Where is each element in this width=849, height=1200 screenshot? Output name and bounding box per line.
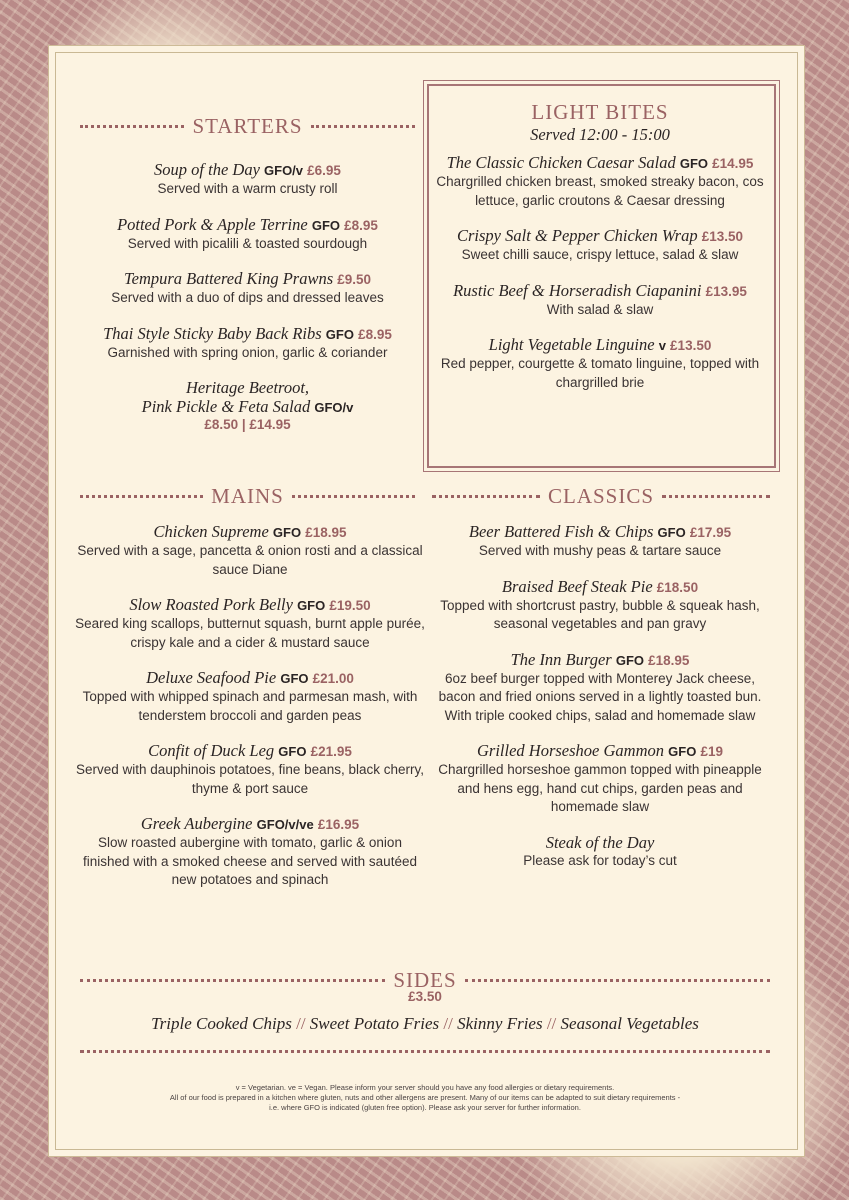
classics-title: CLASSICS — [547, 484, 655, 508]
item-title-line — [430, 281, 770, 301]
item-price: £18.95 — [648, 652, 690, 668]
item-title-line — [430, 577, 770, 597]
footer-line: All of our food is prepared in a kitchen where gluten, nuts and other allergens are present. Many of our items can be adapted to suit dietary requirements - — [169, 1093, 681, 1102]
separator: // — [546, 1014, 557, 1033]
item-title-line — [430, 335, 770, 355]
side-item: Skinny Fries — [457, 1014, 543, 1033]
classic-item — [430, 741, 770, 817]
item-title: Potted Pork & Apple Terrine — [117, 214, 308, 234]
item-description: Served with picalili & toasted sourdough — [127, 235, 368, 251]
item-description: Served with mushy peas & tartare sauce — [478, 543, 722, 558]
item-price: £13.50 — [670, 338, 712, 353]
dotted-rule — [80, 979, 385, 982]
mains-title: MAINS — [211, 484, 284, 508]
light-bites-section — [430, 100, 770, 408]
item-title-line — [75, 324, 420, 344]
dotted-rule — [432, 495, 540, 498]
item-title-line — [430, 650, 770, 670]
item-description: Slow roasted aubergine with tomato, garlic & onion finished with a smoked cheese and served with sautéed new potatoes and spinach — [83, 835, 417, 887]
item-price: £19.50 — [329, 598, 371, 613]
item-price: £13.95 — [705, 283, 747, 299]
dotted-rule-bottom — [80, 1050, 770, 1053]
classic-item — [430, 522, 770, 561]
sides-list — [75, 1014, 775, 1034]
light-bite-item — [430, 335, 770, 392]
side-item: Seasonal Vegetables — [560, 1014, 699, 1033]
light-bites-title: LIGHT BITES — [531, 100, 669, 124]
item-title-line — [430, 226, 770, 246]
item-title-line — [430, 833, 770, 852]
sides-section — [75, 989, 775, 1034]
item-description: Served with a warm crusty roll — [157, 181, 338, 196]
light-bite-item — [430, 226, 770, 265]
mains-heading — [80, 484, 415, 509]
item-tag: GFO — [668, 744, 697, 759]
item-description: Served with dauphinois potatoes, fine beans, black cherry, thyme & port sauce — [76, 762, 424, 796]
item-title-line — [75, 269, 420, 289]
item-title-line — [75, 668, 425, 688]
dotted-rule — [80, 495, 203, 498]
item-title: Rustic Beef & Horseradish Ciapanini — [453, 280, 702, 300]
item-description: Topped with shortcrust pastry, bubble & squeak hash, seasonal vegetables and pan gravy — [440, 597, 760, 631]
light-bite-item — [430, 153, 770, 210]
item-title: Deluxe Seafood Pie — [146, 668, 277, 687]
item-title-line — [75, 814, 425, 834]
item-title: Slow Roasted Pork Belly — [129, 595, 293, 614]
item-title-line — [75, 595, 425, 615]
dotted-rule — [292, 495, 415, 498]
item-title: Soup of the Day — [154, 160, 260, 179]
light-bite-item — [430, 281, 770, 320]
item-title-line — [430, 522, 770, 542]
footer-line: v = Vegetarian. ve = Vegan. Please inform your server should you have any food allergies or dietary requirements. — [235, 1083, 615, 1092]
item-title: Light Vegetable Linguine — [488, 335, 655, 354]
item-price: £14.95 — [712, 156, 754, 171]
item-price: £16.95 — [317, 817, 360, 832]
starter-item-beetroot — [75, 378, 420, 432]
item-title: Greek Aubergine — [140, 814, 253, 833]
side-item: Triple Cooked Chips — [151, 1014, 292, 1033]
main-item — [75, 668, 425, 725]
main-item — [75, 522, 425, 579]
item-description: Sweet chilli sauce, crispy lettuce, salad & slaw — [461, 247, 739, 262]
separator: // — [296, 1014, 306, 1033]
item-tag: GFO — [272, 525, 302, 540]
classics-heading — [432, 484, 770, 509]
item-price: £9.50 — [337, 272, 372, 287]
item-description: Red pepper, courgette & tomato linguine, topped with chargrilled brie — [440, 356, 760, 390]
classics-list — [430, 522, 770, 886]
item-price: £6.95 — [307, 163, 341, 178]
item-price: £21.95 — [310, 744, 352, 759]
item-title: Thai Style Sticky Baby Back Ribs — [103, 323, 322, 343]
item-price: £8.95 — [344, 217, 378, 233]
item-description: Topped with whipped spinach and parmesan mash, with tenderstem broccoli and garden peas — [82, 689, 418, 723]
item-tag: GFO — [278, 744, 307, 759]
main-item — [75, 814, 425, 890]
dotted-rule — [465, 979, 770, 982]
item-title-line — [75, 741, 425, 761]
item-title-line — [430, 741, 770, 761]
classic-item — [430, 577, 770, 634]
sides-title: SIDES — [393, 968, 457, 992]
dotted-rule — [662, 495, 770, 498]
starters-heading — [80, 114, 415, 139]
item-title: Braised Beef Steak Pie — [501, 576, 653, 596]
item-tag: GFO — [297, 598, 326, 613]
item-tag: GFO — [679, 156, 709, 171]
classic-item — [430, 650, 770, 726]
item-price: £19 — [700, 744, 723, 759]
item-tag: GFO — [325, 326, 354, 342]
item-title-line — [430, 153, 770, 173]
item-description: Served with a sage, pancetta & onion rosti and a classical sauce Diane — [77, 543, 423, 577]
dotted-rule — [80, 125, 184, 128]
starter-item — [75, 160, 420, 199]
item-title: Tempura Battered King Prawns — [123, 269, 334, 288]
item-description: Seared king scallops, butternut squash, burnt apple purée, crispy kale and a cider & mustard sauce — [75, 616, 425, 650]
item-title: Beer Battered Fish & Chips — [468, 522, 654, 541]
item-description: Chargrilled horseshoe gammon topped with pineapple and hens egg, hand cut chips, garden peas and homemade slaw — [438, 762, 762, 814]
item-tag: GFO — [657, 525, 686, 540]
classic-item — [430, 833, 770, 871]
item-price: £13.50 — [701, 229, 744, 244]
item-title: Confit of Duck Leg — [148, 741, 275, 760]
item-price: £17.95 — [689, 525, 732, 540]
item-title: Grilled Horseshoe Gammon — [477, 741, 665, 760]
main-item — [75, 741, 425, 798]
item-title-line — [75, 215, 420, 235]
footer-line: i.e. where GFO is indicated (gluten free option). Please ask your server for further information. — [269, 1103, 581, 1112]
allergen-footer — [100, 1083, 750, 1113]
separator: // — [443, 1014, 453, 1033]
starter-item — [75, 215, 420, 254]
item-tag: GFO — [280, 671, 309, 686]
item-description: With salad & slaw — [546, 301, 654, 317]
item-tag: GFO/v — [264, 163, 304, 178]
item-description: Garnished with spring onion, garlic & coriander — [107, 344, 388, 360]
item-description: Served with a duo of dips and dressed leaves — [111, 290, 384, 305]
item-description: 6oz beef burger topped with Monterey Jack cheese, bacon and fried onions served in a lightly toasted bun. With triple cooked chips, salad and homemade slaw — [438, 670, 762, 723]
item-tag: GFO/v/ve — [256, 817, 314, 832]
starters-title: STARTERS — [192, 114, 303, 138]
item-tag: GFO — [311, 217, 341, 233]
sides-price: £3.50 — [408, 989, 442, 1004]
item-tag: GFO — [615, 652, 644, 668]
item-title-line — [75, 160, 420, 180]
item-title: The Inn Burger — [510, 649, 612, 669]
item-price: £8.95 — [358, 326, 392, 342]
item-price: £18.95 — [305, 525, 347, 540]
item-title: The Classic Chicken Caesar Salad — [446, 153, 676, 172]
item-tag: GFO/v — [314, 400, 354, 415]
item-price: £18.50 — [656, 579, 699, 595]
starter-item — [75, 269, 420, 308]
item-tag: v — [658, 338, 666, 353]
item-title-line2: Pink Pickle & Feta Salad GFO/v — [141, 397, 354, 416]
item-description: Chargrilled chicken breast, smoked streaky bacon, cos lettuce, garlic croutons & Caesar dressing — [436, 174, 764, 208]
side-item: Sweet Potato Fries — [309, 1014, 440, 1033]
item-price: £21.00 — [312, 671, 354, 686]
light-bites-subtitle: Served 12:00 - 15:00 — [530, 125, 670, 144]
starters-list — [75, 160, 420, 448]
item-title: Heritage Beetroot, — [185, 378, 310, 397]
item-description: Please ask for today’s cut — [523, 852, 677, 868]
mains-list — [75, 522, 425, 906]
item-title: Crispy Salt & Pepper Chicken Wrap — [456, 226, 698, 245]
item-price: £8.50 | £14.95 — [204, 417, 291, 432]
main-item — [75, 595, 425, 652]
item-title-line — [75, 522, 425, 542]
starter-item — [75, 324, 420, 363]
item-title: Steak of the Day — [545, 832, 655, 852]
item-title: Chicken Supreme — [153, 522, 269, 541]
dotted-rule — [311, 125, 415, 128]
